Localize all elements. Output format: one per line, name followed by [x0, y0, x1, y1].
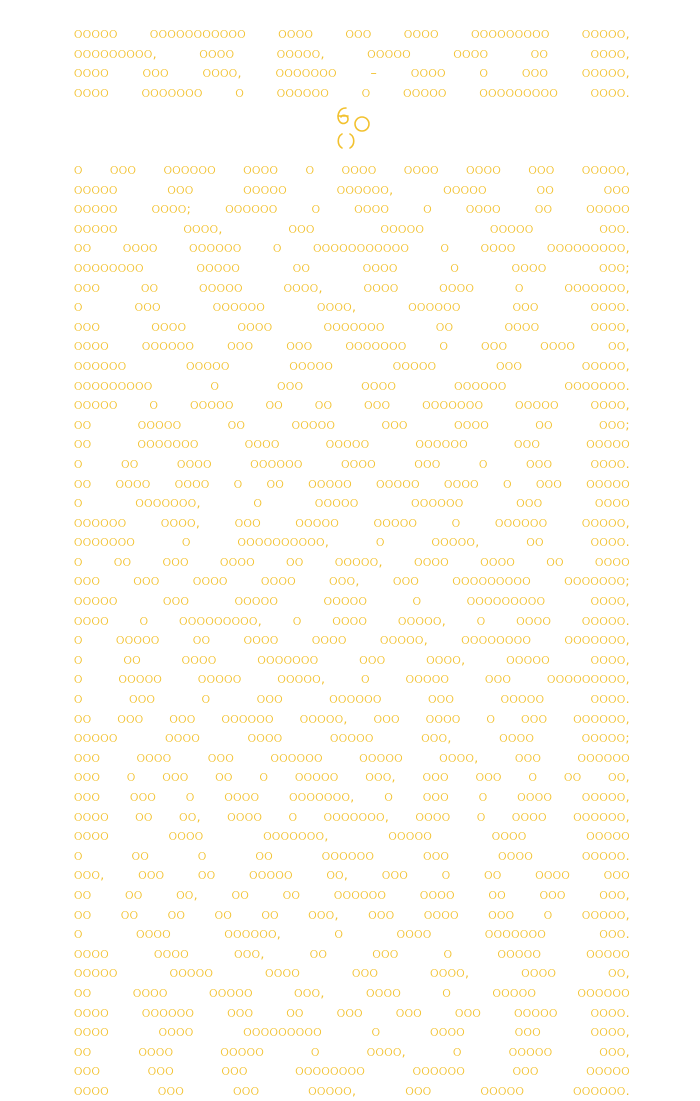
text-line: ଠ ଠଠଠ ଠଠଠଠଠଠ ଠଠଠଠ ଠ ଠଠଠଠ ଠଠଠଠ ଠଠଠଠ ଠଠଠ ଠଠଠଠଠ, [74, 162, 630, 177]
text-line: ଠଠଠଠଠ ଠଠଠଠ; ଠଠଠଠଠଠ ଠ ଠଠଠଠ ଠ ଠଠଠଠ ଠଠ ଠଠଠଠଠ [74, 201, 630, 217]
text-line: ଠଠ ଠଠଠଠଠଠଠ ଠଠଠଠ ଠଠଠଠଠ ଠଠଠଠଠଠ ଠଠଠ ଠଠଠଠଠ [74, 436, 630, 452]
text-line: ଠଠଠଠଠ ଠ ଠଠଠଠଠ ଠଠ ଠଠ ଠଠଠ ଠଠଠଠଠଠଠ ଠଠଠଠଠ ଠଠଠଠ, [74, 397, 630, 413]
intro-paragraph [74, 24, 630, 102]
text-line: ଠ ଠଠ ଠଠଠ ଠଠଠଠ ଠଠ ଠଠଠଠଠ, ଠଠଠଠ ଠଠଠଠ ଠଠ ଠଠଠଠ [74, 553, 630, 569]
text-line: ଠଠଠ ଠଠଠଠ ଠଠଠଠ ଠଠଠଠଠଠଠ ଠଠ ଠଠଠଠ ଠଠଠଠ, [74, 318, 630, 334]
text-line: ଠଠଠ ଠଠଠ ଠ ଠଠଠଠ ଠଠଠଠଠଠଠ, ଠ ଠଠଠ ଠ ଠଠଠଠ ଠଠଠଠଠ, [74, 789, 630, 804]
text-line: ଠଠଠଠ ଠଠଠ ଠଠଠଠ, ଠଠଠଠଠଠଠ – ଠଠଠଠ ଠ ଠଠଠ ଠଠଠଠଠ, [74, 65, 630, 81]
text-line: ଠ ଠଠଠଠଠ ଠଠ ଠଠଠଠ ଠଠଠଠ ଠଠଠଠଠ, ଠଠଠଠଠଠଠଠ ଠଠଠଠଠଠଠ, [74, 632, 630, 648]
text-line: ଠଠଠ ଠଠ ଠଠଠଠଠ ଠଠଠଠ, ଠଠଠଠ ଠଠଠଠ ଠ ଠଠଠଠଠଠଠ, [74, 279, 630, 295]
text-line: ଠଠଠଠଠଠ ଠଠଠଠଠ ଠଠଠଠଠ ଠଠଠଠଠ ଠଠଠ ଠଠଠଠଠ, [74, 357, 630, 373]
text-line: ଠ ଠଠଠଠ ଠଠଠଠଠଠ, ଠ ଠଠଠଠ ଠଠଠଠଠଠଠ ଠଠଠ. [74, 926, 630, 942]
text-line: ଠ ଠଠଠ ଠଠଠଠଠଠ ଠଠଠଠ, ଠଠଠଠଠଠ ଠଠଠ ଠଠଠଠ. [74, 299, 630, 315]
text-line: ଠଠଠଠଠ ଠଠଠଠଠଠଠଠଠଠଠ ଠଠଠଠ ଠଠଠ ଠଠଠଠ ଠଠଠଠଠଠଠଠଠ ଠଠଠଠଠ, [74, 26, 630, 41]
text-line: ଠ ଠଠଠଠଠଠଠ, ଠ ଠଠଠଠଠ ଠଠଠଠଠଠ ଠଠଠ ଠଠଠଠ [74, 495, 630, 511]
text-line: ଠ ଠଠ ଠ ଠଠ ଠଠଠଠଠଠ ଠଠଠ ଠଠଠଠ ଠଠଠଠଠ. [74, 847, 630, 863]
text-line: ଠଠ ଠଠଠଠଠ ଠଠ ଠଠଠଠଠ ଠଠଠ ଠଠଠଠ ଠଠ ଠଠଠ; [74, 416, 630, 432]
body-paragraph [74, 160, 630, 1101]
text-line: ଠଠଠଠ ଠଠଠଠ ଠଠଠଠଠଠଠ, ଠଠଠଠଠ ଠଠଠଠ ଠଠଠଠଠ [74, 828, 630, 844]
text-line: ଠଠଠଠ ଠଠଠଠଠଠ ଠଠଠ ଠଠଠ ଠଠଠଠଠଠଠ ଠ ଠଠଠ ଠଠଠଠ ଠଠ, [74, 338, 630, 354]
text-line: ଠଠଠଠ ଠଠ ଠଠ, ଠଠଠଠ ଠ ଠଠଠଠଠଠଠ, ଠଠଠଠ ଠ ଠଠଠଠ ଠଠଠଠଠଠ, [74, 808, 630, 824]
text-line: ଠଠଠଠଠଠଠ ଠ ଠଠଠଠଠଠଠଠଠଠ, ଠ ଠଠଠଠଠ, ଠଠ ଠଠଠଠ. [74, 534, 630, 550]
text-line: ଠ ଠଠଠଠଠ ଠଠଠଠଠ ଠଠଠଠଠ, ଠ ଠଠଠଠଠ ଠଠଠ ଠଠଠଠଠଠଠଠଠ, [74, 671, 630, 687]
text-line: ଠଠଠଠଠ ଠଠଠଠ ଠଠଠଠ ଠଠଠଠଠ ଠଠଠ, ଠଠଠଠ ଠଠଠଠଠ; [74, 730, 630, 746]
text-line: ଠଠଠଠ ଠଠଠ ଠଠଠ ଠଠଠଠଠ, ଠଠଠ ଠଠଠଠଠ ଠଠଠଠଠଠ. [74, 1082, 630, 1098]
text-line: ଠଠଠଠଠ ଠଠଠଠ, ଠଠଠ ଠଠଠଠଠ ଠଠଠଠଠ ଠଠଠ. [74, 220, 630, 236]
text-line: ଠଠଠ ଠଠଠ ଠଠଠଠ ଠଠଠଠ ଠଠଠ, ଠଠଠ ଠଠଠଠଠଠଠଠଠ ଠଠଠଠଠଠଠ; [74, 573, 630, 589]
text-line: ଠଠଠଠଠଠଠଠଠ, ଠଠଠଠ ଠଠଠଠଠ, ଠଠଠଠଠ ଠଠଠଠ ଠଠ ଠଠଠଠ, [74, 45, 630, 61]
ornament-icon [330, 104, 374, 150]
text-line: ଠଠଠଠଠ ଠଠଠ ଠଠଠଠଠ ଠଠଠଠଠ ଠ ଠଠଠଠଠଠଠଠଠ ଠଠଠଠ, [74, 593, 630, 609]
text-line: ଠଠଠ ଠଠଠଠ ଠଠଠ ଠଠଠଠଠଠ ଠଠଠଠଠ ଠଠଠଠ, ଠଠଠ ଠଠଠଠଠଠ [74, 749, 630, 765]
text-line: ଠଠଠଠଠଠଠଠଠ ଠ ଠଠଠ ଠଠଠଠ ଠଠଠଠଠଠ ଠଠଠଠଠଠଠ. [74, 377, 630, 393]
text-line: ଠଠଠଠଠ ଠଠଠଠଠ ଠଠଠଠ ଠଠଠ ଠଠଠଠ, ଠଠଠଠ ଠଠ, [74, 965, 630, 981]
text-line: ଠଠଠଠ ଠଠଠଠଠଠଠ ଠ ଠଠଠଠଠଠ ଠ ଠଠଠଠଠ ଠଠଠଠଠଠଠଠଠ ଠଠଠଠ. [74, 84, 630, 100]
text-line: ଠଠ ଠଠ ଠଠ, ଠଠ ଠଠ ଠଠଠଠଠଠ ଠଠଠଠ ଠଠ ଠଠଠ ଠଠଠ, [74, 886, 630, 902]
text-line: ଠଠଠଠ ଠଠଠଠ ଠଠଠଠଠଠଠଠଠ ଠ ଠଠଠଠ ଠଠଠ ଠଠଠଠ, [74, 1024, 630, 1040]
text-line: ଠଠ ଠଠଠଠ ଠଠଠଠଠ ଠଠଠ, ଠଠଠଠ ଠ ଠଠଠଠଠ ଠଠଠଠଠଠ [74, 984, 630, 1000]
text-line: ଠଠଠଠ ଠଠଠଠ ଠଠଠ, ଠଠ ଠଠଠ ଠ ଠଠଠଠଠ ଠଠଠଠଠ [74, 945, 630, 961]
text-line: ଠଠ ଠଠ ଠଠ ଠଠ ଠଠ ଠଠଠ, ଠଠଠ ଠଠଠଠ ଠଠଠ ଠ ଠଠଠଠଠ, [74, 906, 630, 922]
text-line: ଠଠ ଠଠଠ ଠଠଠ ଠଠଠଠଠଠ ଠଠଠଠଠ, ଠଠଠ ଠଠଠଠ ଠ ଠଠଠ ଠଠଠଠଠଠ, [74, 710, 630, 726]
text-line: ଠଠଠଠ ଠଠଠଠଠଠ ଠଠଠ ଠଠ ଠଠଠ ଠଠଠ ଠଠଠ ଠଠଠଠଠ ଠଠଠଠ. [74, 1004, 630, 1020]
text-line: ଠଠଠଠଠଠ ଠଠଠଠ, ଠଠଠ ଠଠଠଠଠ ଠଠଠଠଠ ଠ ଠଠଠଠଠଠ ଠଠଠଠଠ, [74, 514, 630, 530]
text-line: ଠଠ ଠଠଠଠ ଠଠଠଠଠ ଠ ଠଠଠଠ, ଠ ଠଠଠଠଠ ଠଠଠ, [74, 1043, 630, 1059]
text-line: ଠଠ ଠଠଠଠ ଠଠଠଠ ଠ ଠଠ ଠଠଠଠଠ ଠଠଠଠଠ ଠଠଠଠ ଠ ଠଠଠ ଠଠଠଠଠ [74, 475, 630, 491]
text-line: ଠଠଠଠଠଠଠଠ ଠଠଠଠଠ ଠଠ ଠଠଠଠ ଠ ଠଠଠଠ ଠଠଠ; [74, 259, 630, 275]
text-line: ଠଠଠ ଠ ଠଠଠ ଠଠ ଠ ଠଠଠଠଠ ଠଠଠ, ଠଠଠ ଠଠଠ ଠ ଠଠ ଠଠ, [74, 769, 630, 785]
text-line: ଠ ଠଠଠ ଠ ଠଠଠ ଠଠଠଠଠଠ ଠଠଠ ଠଠଠଠଠ ଠଠଠଠ. [74, 691, 630, 707]
text-line: ଠଠଠ, ଠଠଠ ଠଠ ଠଠଠଠଠ ଠଠ, ଠଠଠ ଠ ଠଠ ଠଠଠଠ ଠଠଠ [74, 867, 630, 883]
text-line: ଠଠଠଠ ଠ ଠଠଠଠଠଠଠଠଠ, ଠ ଠଠଠଠ ଠଠଠଠଠ, ଠ ଠଠଠଠ ଠଠଠଠଠ. [74, 612, 630, 628]
text-line: ଠ ଠଠ ଠଠଠଠ ଠଠଠଠଠଠଠ ଠଠଠ ଠଠଠଠ, ଠଠଠଠଠ ଠଠଠଠ, [74, 651, 630, 667]
text-line: ଠଠଠ ଠଠଠ ଠଠଠ ଠଠଠଠଠଠଠଠ ଠଠଠଠଠଠ ଠଠଠ ଠଠଠଠଠ [74, 1063, 630, 1079]
text-line: ଠଠଠଠଠ ଠଠଠ ଠଠଠଠଠ ଠଠଠଠଠଠ, ଠଠଠଠଠ ଠଠ ଠଠଠ [74, 181, 630, 197]
text-line: ଠଠ ଠଠଠଠ ଠଠଠଠଠଠ ଠ ଠଠଠଠଠଠଠଠଠଠଠ ଠ ଠଠଠଠ ଠଠଠଠଠଠଠଠଠ, [74, 240, 630, 256]
text-line: ଠ ଠଠ ଠଠଠଠ ଠଠଠଠଠଠ ଠଠଠଠ ଠଠଠ ଠ ଠଠଠ ଠଠଠଠ. [74, 455, 630, 471]
